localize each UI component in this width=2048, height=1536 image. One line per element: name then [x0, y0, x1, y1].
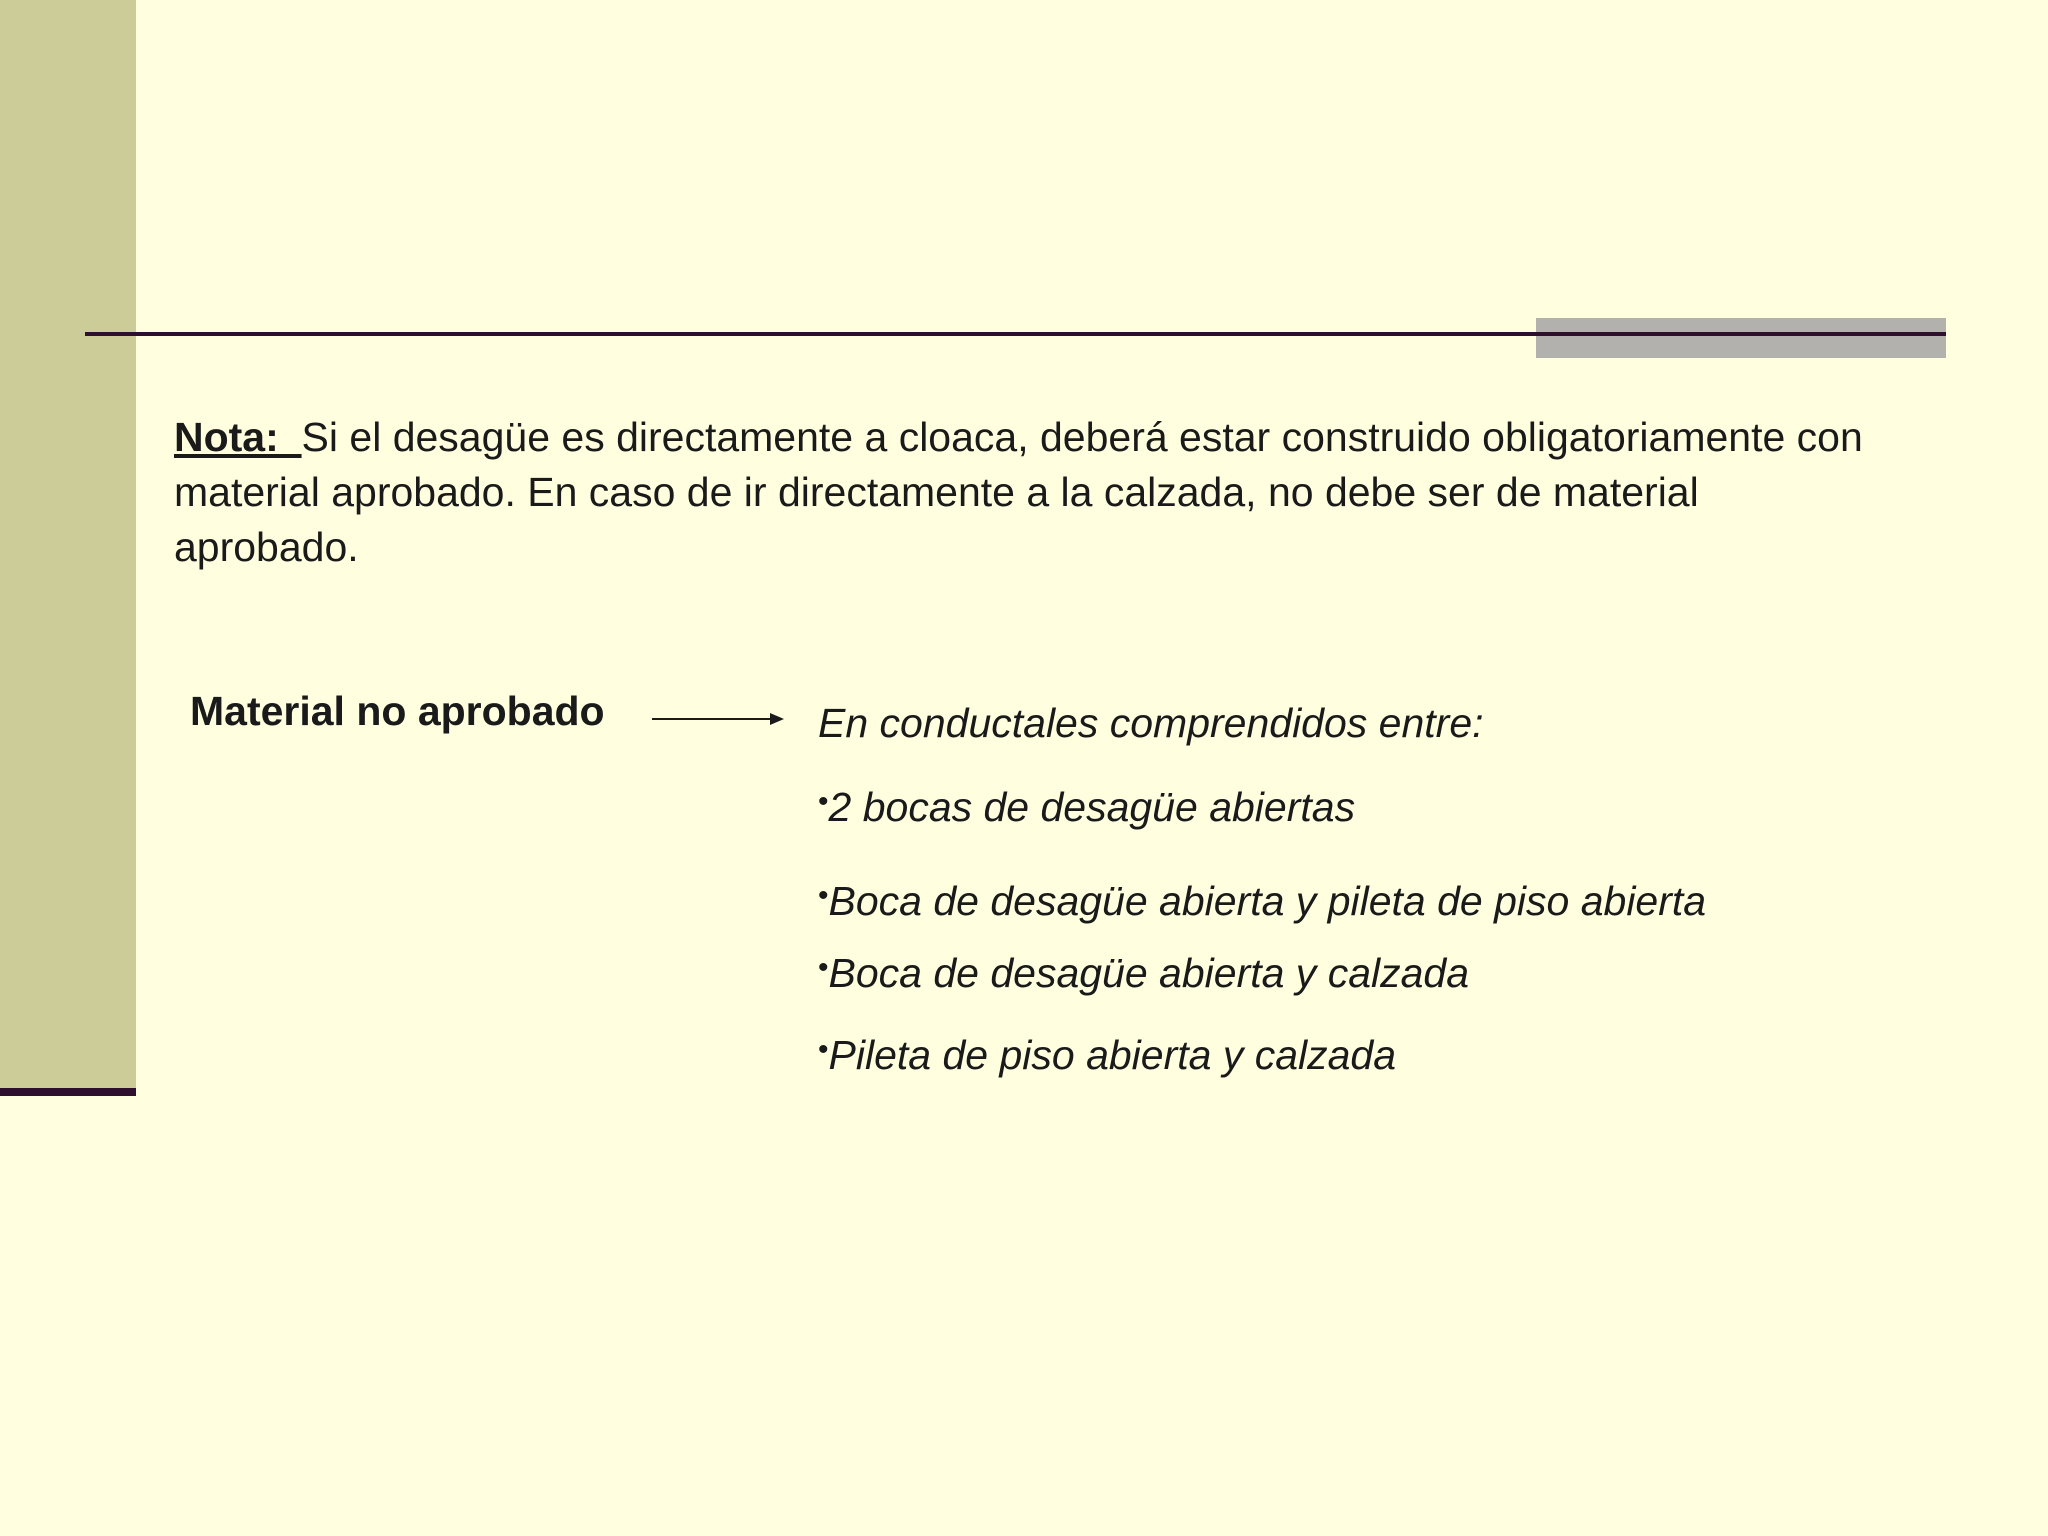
bullet-icon: •	[818, 1033, 829, 1066]
left-accent-bar	[0, 0, 136, 1088]
note-label: Nota:	[174, 414, 302, 460]
criteria-heading: En conductales comprendidos entre:	[818, 700, 1484, 746]
bullet-icon: •	[818, 879, 829, 912]
arrow-right-icon	[652, 710, 784, 728]
list-item-text: 2 bocas de desagüe abiertas	[828, 784, 1356, 830]
note-paragraph	[174, 410, 1894, 575]
left-accent-underline	[0, 1088, 136, 1096]
list-item-text: Boca de desagüe abierta y calzada	[828, 950, 1470, 996]
title-accent-block	[1536, 318, 1946, 358]
list-item-text: Pileta de piso abierta y calzada	[828, 1032, 1397, 1078]
list-item	[818, 878, 1706, 925]
list-item-text: Boca de desagüe abierta y pileta de piso abierta	[828, 878, 1707, 924]
note-text: Si el desagüe es directamente a cloaca, deberá estar construido obligatoriamente con material aprobado. En caso de ir directamente a la calzada, no debe ser de material aprobado.	[174, 414, 1863, 570]
title-rule	[85, 332, 1946, 336]
bullet-icon: •	[818, 951, 829, 984]
list-item	[818, 784, 1355, 831]
material-label: Material no aprobado	[190, 688, 605, 734]
list-item	[818, 950, 1469, 997]
bullet-icon: •	[818, 785, 829, 818]
list-item	[818, 1032, 1396, 1079]
